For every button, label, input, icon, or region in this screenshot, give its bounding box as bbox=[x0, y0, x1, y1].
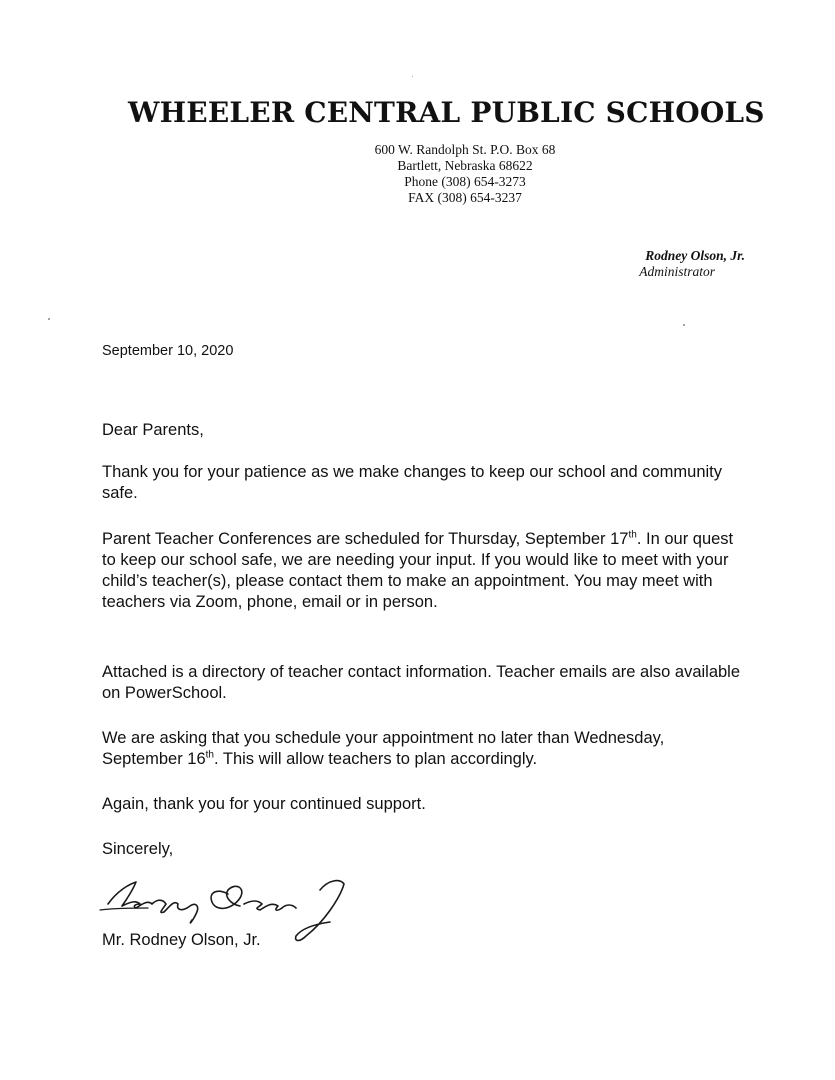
paragraph-directory: Attached is a directory of teacher contact information. Teacher emails are also available on PowerSchool. bbox=[102, 663, 741, 702]
signer-name: Mr. Rodney Olson, Jr. bbox=[102, 931, 261, 949]
phone-number: Phone (308) 654-3273 bbox=[404, 174, 526, 189]
deadline-text-start: We are asking that you schedule your appointment no later than Wednesday, September 16 bbox=[102, 729, 665, 768]
conferences-text-start: Parent Teacher Conferences are scheduled for Thursday, September 17 bbox=[102, 530, 629, 548]
scan-speck bbox=[48, 318, 50, 320]
paragraph-conferences bbox=[102, 529, 742, 613]
paragraph-thanks-support: Again, thank you for your continued support. bbox=[102, 795, 426, 813]
school-address-block bbox=[300, 142, 630, 206]
conferences-text-end: . In our quest to keep our school safe, we are needing your input. If you would like to meet with your child’s teacher(s), please contact them to make an appointment. You may meet with teachers via Zoom, phone, email or in person. bbox=[102, 530, 734, 611]
address-line-city: Bartlett, Nebraska 68622 bbox=[397, 158, 533, 173]
scan-speck bbox=[683, 324, 685, 326]
letter-closing: Sincerely, bbox=[102, 840, 174, 858]
address-line-street: 600 W. Randolph St. P.O. Box 68 bbox=[374, 142, 556, 157]
administrator-name: Rodney Olson, Jr. bbox=[645, 248, 745, 263]
fax-number: FAX (308) 654-3237 bbox=[408, 190, 522, 205]
paragraph-deadline bbox=[102, 728, 742, 770]
letter-greeting: Dear Parents, bbox=[102, 421, 204, 439]
scan-speck bbox=[412, 76, 413, 77]
administrator-block bbox=[540, 248, 745, 280]
deadline-text-end: . This will allow teachers to plan accordingly. bbox=[214, 750, 538, 768]
school-name-heading: WHEELER CENTRAL PUBLIC SCHOOLS bbox=[128, 96, 765, 129]
letter-date: September 10, 2020 bbox=[102, 343, 234, 359]
paragraph-thank-you: Thank you for your patience as we make changes to keep our school and community safe. bbox=[102, 463, 723, 502]
ordinal-suffix: th bbox=[628, 529, 637, 541]
ordinal-suffix: th bbox=[205, 749, 214, 761]
administrator-title: Administrator bbox=[639, 264, 715, 279]
